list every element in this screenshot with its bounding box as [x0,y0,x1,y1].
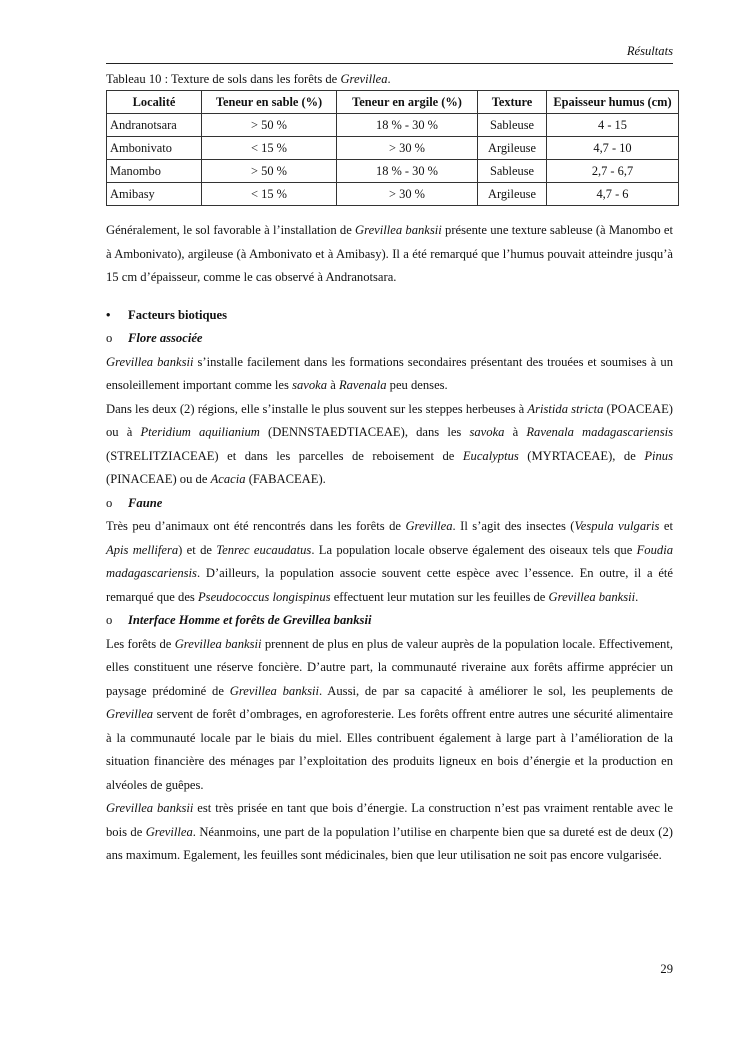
heading-biotic-factors: • Facteurs biotiques [106,304,673,328]
page-number: 29 [660,962,673,976]
cell-locality: Ambonivato [107,137,202,160]
cell-texture: Argileuse [478,137,547,160]
header-rule [106,63,673,64]
bullet-marker: • [106,307,111,322]
cell-clay: 18 % - 30 % [337,160,478,183]
column-header: Teneur en sable (%) [202,91,337,114]
soil-texture-table [106,90,679,206]
sub-bullet-marker: o [106,331,113,345]
cell-locality: Andranotsara [107,114,202,137]
paragraph-flora-1: Grevillea banksii s’installe facilement dans les formations secondaires présentant des trouées et soumises à un ensoleillement important comme les savoka à Ravenala peu denses. [106,354,673,392]
cell-sand: > 50 % [202,114,337,137]
spacer [106,290,673,304]
cell-clay: > 30 % [337,137,478,160]
sub-bullet-marker: o [106,613,113,627]
paragraph-fauna: Très peu d’animaux ont été rencontrés dans les forêts de Grevillea. Il s’agit des insectes (Vespula vulgaris et Apis mellifera) et de Tenrec eucaudatus. La population locale observe également des oiseaux tels que Foudia madagascariensis. D’ailleurs, la population associe souvent cette espèce avec l’essence. En outre, il a été remarqué que des Pseudococcus longispinus effectuent leur mutation sur les feuilles de Grevillea banksii. [106,519,673,604]
cell-texture: Sableuse [478,160,547,183]
sub-bullet-marker: o [106,495,113,510]
cell-sand: < 15 % [202,183,337,206]
cell-sand: < 15 % [202,137,337,160]
table-row [107,114,679,137]
cell-texture: Argileuse [478,183,547,206]
heading-interface: o Interface Homme et forêts de Grevillea banksii [106,609,673,633]
column-header: Localité [107,91,202,114]
cell-humus: 4 - 15 [547,114,679,137]
cell-texture: Sableuse [478,114,547,137]
cell-locality: Amibasy [107,183,202,206]
running-header-section: Résultats [626,44,673,58]
heading-fauna: o Faune [106,492,673,516]
cell-humus: 4,7 - 6 [547,183,679,206]
table-header-row [107,91,679,114]
column-header: Epaisseur humus (cm) [547,91,679,114]
table-row [107,137,679,160]
cell-humus: 4,7 - 10 [547,137,679,160]
cell-locality: Manombo [107,160,202,183]
column-header: Texture [478,91,547,114]
table-row [107,160,679,183]
paragraph-flora-2: Dans les deux (2) régions, elle s’installe le plus souvent sur les steppes herbeuses à Aristida stricta (POACEAE) ou à Pteridium aquilianium (DENNSTAEDTIACEAE), dans les savoka à Ravenala madagascariensis (STRELITZIACEAE) et dans les parcelles de reboisement de Eucalyptus (MYRTACEAE), de Pinus (PINACEAE) ou de Acacia (FABACEAE). [106,401,674,486]
paragraph-interface-2: Grevillea banksii est très prisée en tant que bois d’énergie. La construction n’est pas vraiment rentable avec le bois de Grevillea. Néanmoins, une part de la population l’utilise en charpente bien que sa dureté est de deux (2) ans maximum. Egalement, les feuilles sont médicinales, bien que leur utilisation ne soit pas encore vulgarisée. [106,801,673,862]
page-content [106,69,673,868]
table-caption: Tableau 10 : Texture de sols dans les forêts de Grevillea. [106,72,391,86]
cell-clay: 18 % - 30 % [337,114,478,137]
table-row [107,183,679,206]
cell-humus: 2,7 - 6,7 [547,160,679,183]
paragraph-soil-general: Généralement, le sol favorable à l’installation de Grevillea banksii présente une texture sableuse (à Manombo et à Ambonivato), argileuse (à Ambonivato et à Amibasy). Il a été remarqué que l’humus pouvait atteindre jusqu’à 15 cm d’épaisseur, comme le cas observé à Andranotsara. [106,223,673,284]
cell-sand: > 50 % [202,160,337,183]
column-header: Teneur en argile (%) [337,91,478,114]
heading-flora: o Flore associée [106,327,673,351]
paragraph-interface-1: Les forêts de Grevillea banksii prennent de plus en plus de valeur auprès de la population locale. Effectivement, elles constituent une réserve foncière. D’autre part, la communauté riveraine aux forêts affirme apprécier un paysage prédominé de Grevillea banksii. Aussi, de par sa capacité à améliorer le sol, les peuplements de Grevillea servent de forêt d’ombrages, en agroforesterie. Les forêts offrent entre autres une sécurité alimentaire à la communauté locale par le biais du miel. Elles contribuent également à large part à l’amélioration de la situation financière des ménages par l’exploitation des produits ligneux en bois d’énergie et la production en alvéoles de guêpes. [106,636,674,792]
cell-clay: > 30 % [337,183,478,206]
